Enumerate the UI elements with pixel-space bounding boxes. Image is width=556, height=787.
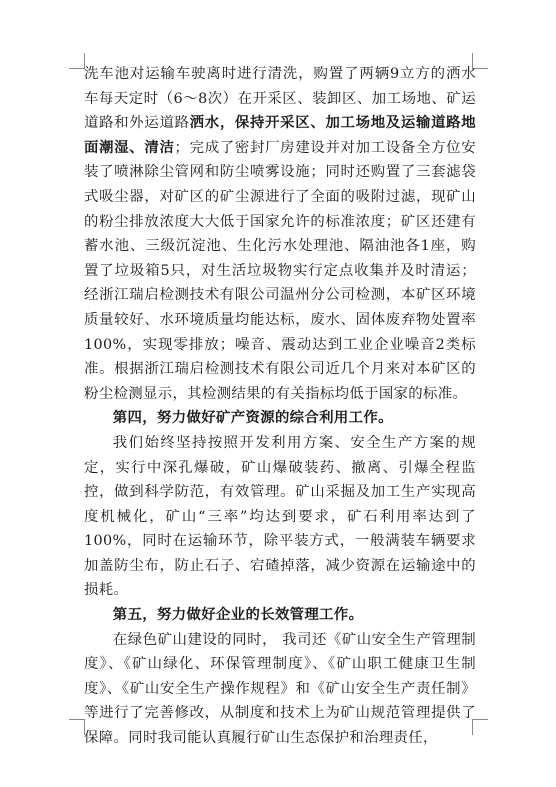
section-heading-5: 第五，努力做好企业的长效管理工作。 — [112, 606, 364, 624]
paragraph-dust-control — [84, 62, 476, 406]
paragraph-long-term-management: 在绿色矿山建设的同时， 我司还《矿山安全生产管理制度》、《矿山绿化、环保管理制度》、《矿山职工健康卫生制度》、《矿山安全生产操作规程》和《矿山安全生产责任制》等进行了完善修改，从制度和技术上为矿山规范管理提供了保障。同时我司能认真履行矿山生态保护和治理责任， — [84, 631, 476, 747]
bold-emphasis: 洒水，保持开采区、加工场地及运输道路地面潮湿、清洁 — [84, 114, 477, 156]
document-body — [84, 62, 476, 751]
paragraph-text: 洗车池对运输车驶离时进行清洗，购置了两辆9立方的洒水车每天定时（6～8次）在开采区、装卸区、加工场地、矿运道路和外运道路 — [84, 66, 476, 132]
paragraph-text-continued: ；完成了密封厂房建设并对加工设备全方位安装了喷淋除尘管网和防尘喷雾设施；同时还购置了三套滤袋式吸尘器，对矿区的矿尘源进行了全面的吸附过滤，现矿山的粉尘排放浓度大大低于国家允许的标准浓度；矿区还建有蓄水池、三级沉淀池、生化污水处理池、隔油池各1座，购置了垃圾箱5只，对生活垃圾物实行定点收集并及时清运；经浙江瑞启检测技术有限公司温州分公司检测，本矿区环境质量较好、水环境质量均能达标，废水、固体废弃物处置率100%，实现零排放；噪音、震动达到工业企业噪音2类标准。根据浙江瑞启检测技术有限公司近几个月来对本矿区的粉尘检测显示，其检测结果的有关指标均低于国家的标准。 — [84, 139, 476, 402]
paragraph-resource-utilization: 我们始终坚持按照开发利用方案、安全生产方案的规定，实行中深孔爆破，矿山爆破装药、撤离、引爆全程监控，做到科学防范，有效管理。矿山采掘及加工生产实现高度机械化，矿山“三率”均达到要求，矿石利用率达到了100%，同时在运输环节，除平装方式，一般满装车辆要求加盖防尘布，防止石子、宕碴掉落，减少资源在运输途中的损耗。 — [84, 434, 476, 599]
section-heading-4: 第四，努力做好矿产资源的综合利用工作。 — [112, 409, 393, 427]
crop-mark-top-left — [69, 53, 85, 69]
crop-mark-bottom-left — [69, 719, 85, 735]
